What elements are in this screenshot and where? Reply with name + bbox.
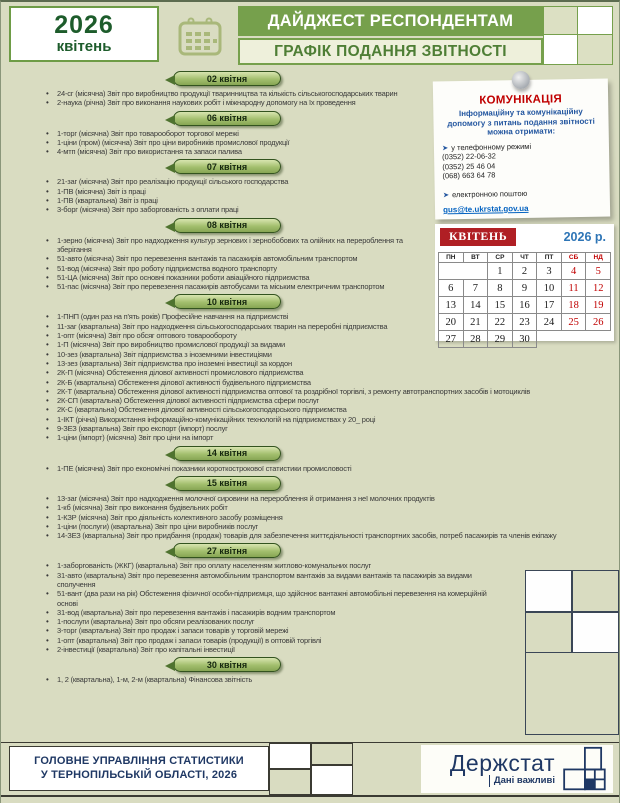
header-checker-cell (543, 6, 579, 36)
calendar-table (438, 252, 611, 348)
weekday-label: ПТ (537, 253, 562, 263)
report-item: • 2К-С (квартальна) Обстеження ділової активності сільськогосподарського підприємства (45, 405, 601, 414)
header-checker-cell (577, 6, 613, 36)
report-item: • 1-П (місячна) Звіт про виробництво промислової продукції за видами (45, 340, 601, 349)
note-title: КОМУНІКАЦІЯ (479, 93, 563, 107)
report-item: • 2К-Б (квартальна) Обстеження ділової активності будівельного підприємства (45, 378, 601, 387)
year-label: 2026 (54, 11, 114, 39)
pin-icon (511, 71, 529, 89)
date-section (11, 476, 615, 540)
report-item: • 1-опт (квартальна) Звіт про продаж і запаси товарів (продукції) в оптовій торгівлі (45, 636, 497, 645)
report-item: • 1, 2 (квартальна), 1-м, 2-м (квартальна) Фінансова звітність (45, 675, 497, 684)
calendar-day: 8 (488, 280, 513, 297)
report-item: • 31-вод (квартальна) Звіт про перевезення вантажів і пасажирів водним транспортом (45, 608, 497, 617)
report-item: • 2К-П (місячна) Обстеження ділової активності промислового підприємства (45, 368, 601, 377)
decor-square (525, 652, 619, 735)
report-item: • 1-ПВ (місячна) Звіт із праці (45, 187, 429, 196)
calendar-day: 27 (439, 331, 464, 348)
calendar-day: 20 (439, 314, 464, 331)
calendar-day: 19 (586, 297, 611, 314)
phone-label: ➤ у телефонному режимі (441, 141, 532, 152)
calendar-day: 7 (463, 280, 488, 297)
date-pill: 02 квітня (173, 71, 281, 86)
derzhstat-logo-text: Держстат (449, 750, 555, 776)
calendar-day: 2 (512, 263, 537, 280)
derzhstat-logo-box (421, 745, 613, 793)
report-item: • 21-заг (місячна) Звіт про реалізацію продукції сільського господарства (45, 177, 429, 186)
date-pill: 10 квітня (173, 294, 281, 309)
report-item: • 1-ціни (пром) (місячна) Звіт про ціни виробників промислової продукції (45, 138, 429, 147)
calendar-day: 18 (561, 297, 586, 314)
report-item: • 1-ПВ (квартальна) Звіт із праці (45, 196, 429, 205)
report-item: • 4-мтп (місячна) Звіт про використання та запаси палива (45, 147, 429, 156)
report-item: • 14-ЗЕЗ (квартальна) Звіт про придбання (продаж) товарів для забезпечення життєдіяльності транспортних засобів, потреб пасажирів та членів екіпажу (45, 531, 601, 540)
weekday-label: СР (488, 253, 513, 263)
calendar-day: 26 (586, 314, 611, 331)
header-checker-cell (543, 34, 579, 65)
header-checker-cell (577, 34, 613, 65)
calendar-day: 3 (537, 263, 562, 280)
report-item: • 1-ІКТ (річна) Використання інформаційно-комунікаційних технологій на підприємствах у 20_ році (45, 415, 601, 424)
footer (1, 742, 620, 797)
footer-checker-cell (311, 765, 353, 795)
decor-grid (525, 570, 619, 653)
report-item: • 1-ПНП (один раз на п'ять років) Професійне навчання на підприємстві (45, 312, 601, 321)
report-item: • 9-ЗЕЗ (квартальна) Звіт про експорт (імпорт) послуг (45, 424, 601, 433)
calendar-day: 21 (463, 314, 488, 331)
calendar-year-label: 2026 р. (563, 230, 606, 244)
calendar-day: 5 (586, 263, 611, 280)
report-item: • 1-КЗР (місячна) Звіт про діяльність колективного засобу розміщення (45, 513, 601, 522)
calendar-day: 15 (488, 297, 513, 314)
report-item: • 1-опт (місячна) Звіт про обсяг оптового товарообороту (45, 331, 601, 340)
report-item: • 1-кб (місячна) Звіт про виконання будівельних робіт (45, 503, 601, 512)
weekday-row (439, 253, 611, 263)
report-list (11, 494, 615, 540)
calendar-month-label: КВІТЕНЬ (440, 228, 516, 246)
report-item: • 2К-СП (квартальна) Обстеження ділової активності підприємства сфери послуг (45, 396, 601, 405)
calendar-day: 14 (463, 297, 488, 314)
phone-numbers: (0352) 22-06-32 (0352) 25 46 04 (068) 663 64 78 (442, 151, 496, 181)
calendar-day: 24 (537, 314, 562, 331)
report-item: • 1-ПЕ (місячна) Звіт про економічні показники короткострокової статистики промисловості (45, 464, 601, 473)
report-item: • 1-ціни (послуги) (квартальна) Звіт про ціни виробників послуг (45, 522, 601, 531)
schedule-title-banner: ГРАФІК ПОДАННЯ ЗВІТНОСТІ (238, 38, 543, 65)
report-item: • 1-торг (місячна) Звіт про товарооборот торгової мережі (45, 129, 429, 138)
year-month-box (9, 6, 159, 62)
date-pill: 08 квітня (173, 218, 281, 233)
calendar-day: 11 (561, 280, 586, 297)
report-item: • 1-ціни (імпорт) (місячна) Звіт про ціни на імпорт (45, 433, 601, 442)
report-item: • 1-заборгованість (ЖКГ) (квартальна) Звіт про оплату населенням житлово-комунальних послуг (45, 561, 497, 570)
note-subtitle: Інформаційну та комунікаційну допомогу з питань подання звітності можна отримати: (447, 106, 595, 137)
calendar-day: 4 (561, 263, 586, 280)
calendar-day: 22 (488, 314, 513, 331)
calendar-day: 23 (512, 314, 537, 331)
report-item: • 1-послуги (квартальна) Звіт про обсяги реалізованих послуг (45, 617, 497, 626)
report-item: • 2-наука (річна) Звіт про виконання наукових робіт і міжнародну допомогу на їх проведення (45, 98, 429, 107)
footer-checker-cell (269, 743, 311, 769)
bottom-strip (1, 797, 620, 803)
date-pill: 30 квітня (173, 657, 281, 672)
report-item: • 51-пас (місячна) Звіт про перевезення пасажирів автобусами та міським електричним транспортом (45, 282, 429, 291)
arrow-icon: ➤ (442, 189, 450, 199)
report-item: • 13-зез (квартальна) Звіт підприємства про іноземні інвестиції за кордон (45, 359, 601, 368)
decor-cell (525, 612, 572, 654)
date-pill: 07 квітня (173, 159, 281, 174)
org-line-2: У ТЕРНОПІЛЬСЬКІЙ ОБЛАСТІ, 2026 (40, 768, 238, 781)
date-pill: 15 квітня (173, 476, 281, 491)
weekday-label: ВТ (463, 253, 488, 263)
report-item: • 2-інвестиції (квартальна) Звіт про капітальні інвестиції (45, 645, 497, 654)
weekday-label: ЧТ (512, 253, 537, 263)
footer-checker-cell (269, 769, 311, 795)
calendar-day: 16 (512, 297, 537, 314)
derzhstat-logo-mark (561, 746, 607, 792)
month-calendar (435, 224, 614, 345)
org-line-1: ГОЛОВНЕ УПРАВЛІННЯ СТАТИСТИКИ (34, 755, 244, 767)
communication-note (433, 78, 610, 219)
calendar-day: 17 (537, 297, 562, 314)
report-item: • 1-зерно (місячна) Звіт про надходження культур зернових і зернобобових та олійних на перероблення та зберігання (45, 236, 429, 255)
date-section (11, 446, 615, 473)
calendar-day: 13 (439, 297, 464, 314)
report-item: • 51-авто (місячна) Звіт про перевезення вантажів та пасажирів автомобільним транспортом (45, 254, 429, 263)
weekday-label: СБ (561, 253, 586, 263)
report-item: • 31-авто (квартальна) Звіт про перевезення автомобільним транспортом вантажів за видами вантажів та пасажирів за видами сполучення (45, 571, 497, 590)
email-link[interactable]: gus@te.ukrstat.gov.ua (442, 203, 529, 215)
date-pill: 06 квітня (173, 111, 281, 126)
calendar-day: 12 (586, 280, 611, 297)
report-item: • 10-зез (квартальна) Звіт підприємства з іноземними інвестиціями (45, 350, 601, 359)
report-item: • 3-борг (місячна) Звіт про заборгованість з оплати праці (45, 205, 429, 214)
digest-title-banner: ДАЙДЖЕСТ РЕСПОНДЕНТАМ (238, 6, 543, 36)
report-item: • 24-сг (місячна) Звіт про виробництво продукції тваринництва та кількість сільськогосподарських тварин (45, 89, 429, 98)
decor-cell (525, 570, 572, 612)
footer-checker-cell (311, 743, 353, 765)
date-pill: 14 квітня (173, 446, 281, 461)
calendar-icon (177, 15, 223, 57)
calendar-day: 28 (463, 331, 488, 348)
calendar-day: 29 (488, 331, 513, 348)
calendar-empty-cell (537, 331, 611, 348)
calendar-day: 6 (439, 280, 464, 297)
derzhstat-tagline: Дані важливі (489, 775, 555, 787)
report-item: • 2К-Т (квартальна) Обстеження ділової активності підприємства оптової та роздрібної торгівлі, з ремонту автотранспортних засобів і мотоциклів (45, 387, 601, 396)
arrow-icon: ➤ (441, 142, 449, 152)
email-label: ➤ електронною поштою (442, 188, 528, 199)
report-list (11, 464, 615, 473)
month-label: квітень (56, 38, 112, 55)
report-item: • 13-заг (місячна) Звіт про надходження молочної сировини на перероблення й отримання з неї молочних продуктів (45, 494, 601, 503)
weekday-label: НД (586, 253, 611, 263)
report-item: • 51-вод (місячна) Звіт про роботу підприємства водного транспорту (45, 264, 429, 273)
decor-cell (572, 570, 619, 612)
report-item: • 3-торг (квартальна) Звіт про продаж і запаси товарів у торговій мережі (45, 626, 497, 635)
organization-box (9, 746, 269, 791)
calendar-day: 30 (512, 331, 537, 348)
header (1, 4, 620, 68)
report-item: • 51-ЦА (місячна) Звіт про основні показники роботи авіаційного підприємства (45, 273, 429, 282)
calendar-empty-cell (439, 263, 488, 280)
calendar-day: 10 (537, 280, 562, 297)
decor-cell (572, 612, 619, 654)
report-item: • 11-заг (квартальна) Звіт про надходження сільськогосподарських тварин на переробні підприємства (45, 322, 601, 331)
calendar-day: 9 (512, 280, 537, 297)
report-item: • 51-вант (два рази на рік) Обстеження фізичної особи-підприємця, що здійснює вантажні автомобільні перевезення на комерційній основі (45, 589, 497, 608)
weekday-label: ПН (439, 253, 464, 263)
calendar-day: 1 (488, 263, 513, 280)
calendar-day: 25 (561, 314, 586, 331)
date-pill: 27 квітня (173, 543, 281, 558)
